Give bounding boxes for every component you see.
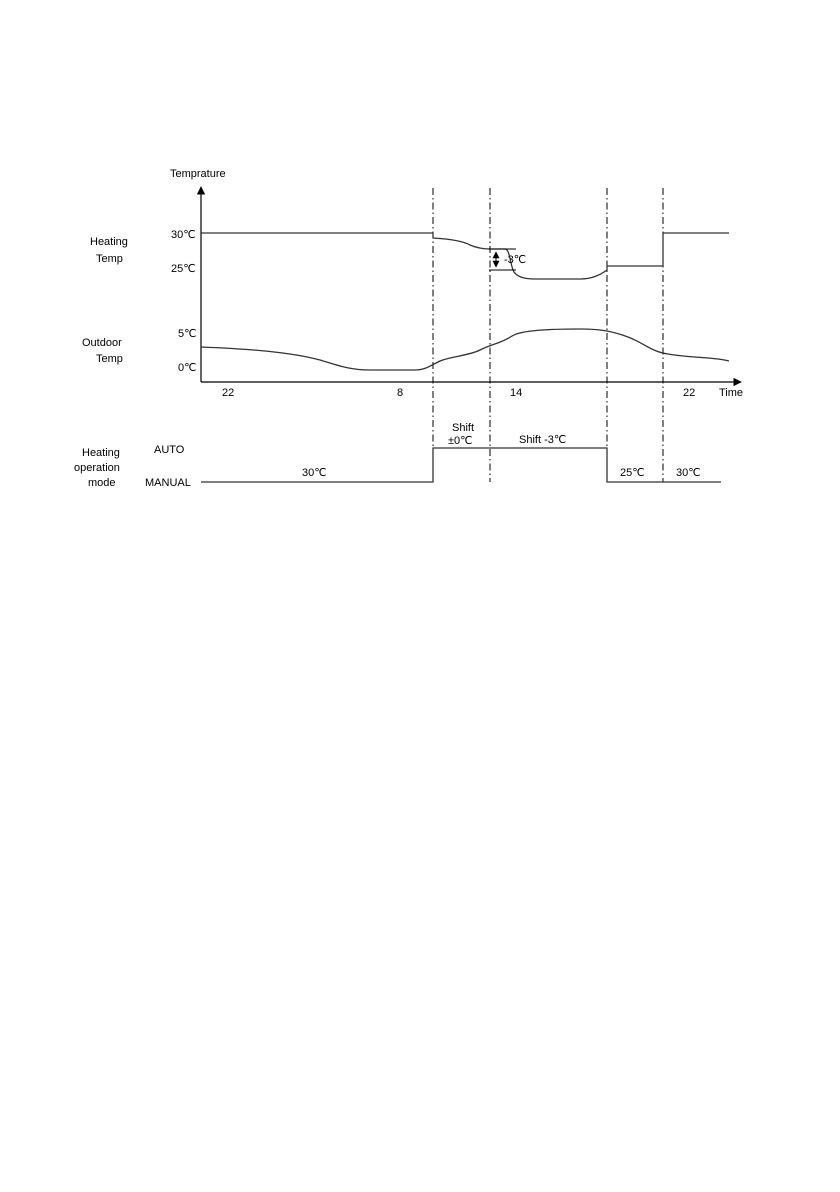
operation-mode-label-line1: Heating [82, 447, 120, 459]
segment-shift0-line2: ±0℃ [448, 435, 473, 447]
segment-shift-minus3: Shift -3℃ [519, 434, 567, 446]
manual-level-label: MANUAL [145, 477, 191, 489]
heating-temp-tick-25: 25℃ [171, 263, 196, 275]
outdoor-temp-curve [201, 329, 729, 370]
segment-manual-night: 30℃ [302, 467, 327, 479]
heating-temp-label-line1: Heating [90, 236, 128, 248]
operation-mode-label-line2: operation [74, 462, 120, 474]
outdoor-temp-tick-0: 0℃ [178, 362, 197, 374]
auto-level-label: AUTO [154, 444, 185, 456]
operation-mode-label-line3: mode [88, 477, 116, 489]
heating-temp-tick-30: 30℃ [171, 229, 196, 241]
segment-shift0-line1: Shift [452, 422, 475, 434]
outdoor-temp-label-line1: Outdoor [82, 337, 122, 349]
outdoor-temp-label-line2: Temp [96, 353, 123, 365]
x-tick-label: 22 [683, 387, 696, 399]
heating-temp-curve [201, 233, 729, 279]
segment-manual-30: 30℃ [676, 467, 701, 479]
heating-temp-label-line2: Temp [96, 253, 123, 265]
segment-manual-25: 25℃ [620, 467, 645, 479]
x-axis-title: Time [719, 387, 744, 399]
y-axis-title: Temprature [170, 168, 226, 180]
x-tick-label: 22 [222, 387, 235, 399]
drop-label: -3℃ [504, 254, 527, 266]
x-tick-label: 14 [510, 387, 523, 399]
outdoor-temp-tick-5: 5℃ [178, 328, 197, 340]
x-tick-label: 8 [397, 387, 404, 399]
